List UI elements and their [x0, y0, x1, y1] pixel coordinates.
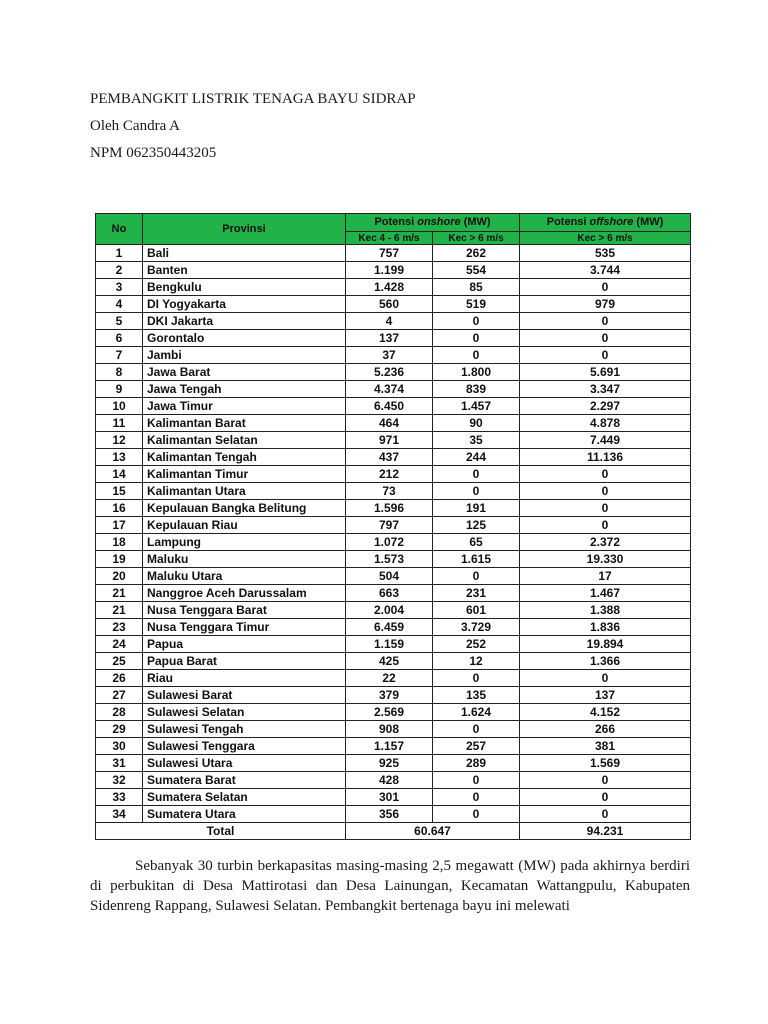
- row-provinsi: Gorontalo: [143, 330, 346, 347]
- row-offshore-gt6: 3.347: [520, 381, 691, 398]
- row-onshore-gt6: 85: [433, 279, 520, 296]
- row-offshore-gt6: 0: [520, 279, 691, 296]
- row-onshore-4-6: 2.569: [346, 704, 433, 721]
- table-row: [96, 551, 691, 568]
- row-provinsi: Lampung: [143, 534, 346, 551]
- row-no: 12: [96, 432, 143, 449]
- row-provinsi: Banten: [143, 262, 346, 279]
- wind-potential-table: [95, 213, 691, 840]
- table-row: [96, 670, 691, 687]
- table-row: [96, 806, 691, 823]
- row-onshore-gt6: 135: [433, 687, 520, 704]
- row-onshore-4-6: 757: [346, 245, 433, 262]
- row-no: 16: [96, 500, 143, 517]
- header-onshore: Potensi onshore (MW): [346, 214, 520, 232]
- row-no: 30: [96, 738, 143, 755]
- row-onshore-4-6: 5.236: [346, 364, 433, 381]
- row-no: 25: [96, 653, 143, 670]
- row-onshore-gt6: 262: [433, 245, 520, 262]
- row-no: 10: [96, 398, 143, 415]
- row-onshore-4-6: 6.459: [346, 619, 433, 636]
- table-row: [96, 432, 691, 449]
- row-onshore-gt6: 35: [433, 432, 520, 449]
- header-provinsi: Provinsi: [143, 214, 346, 245]
- row-onshore-4-6: 22: [346, 670, 433, 687]
- row-offshore-gt6: 1.569: [520, 755, 691, 772]
- row-provinsi: Sulawesi Utara: [143, 755, 346, 772]
- row-no: 17: [96, 517, 143, 534]
- row-no: 20: [96, 568, 143, 585]
- row-onshore-4-6: 4.374: [346, 381, 433, 398]
- row-onshore-4-6: 560: [346, 296, 433, 313]
- row-offshore-gt6: 1.836: [520, 619, 691, 636]
- row-no: 13: [96, 449, 143, 466]
- row-offshore-gt6: 7.449: [520, 432, 691, 449]
- row-onshore-4-6: 2.004: [346, 602, 433, 619]
- row-onshore-4-6: 1.199: [346, 262, 433, 279]
- row-offshore-gt6: 0: [520, 500, 691, 517]
- row-onshore-gt6: 252: [433, 636, 520, 653]
- row-provinsi: Nanggroe Aceh Darussalam: [143, 585, 346, 602]
- document-header: [90, 92, 416, 173]
- row-provinsi: Papua: [143, 636, 346, 653]
- row-offshore-gt6: 0: [520, 806, 691, 823]
- row-onshore-gt6: 0: [433, 789, 520, 806]
- row-offshore-gt6: 0: [520, 313, 691, 330]
- row-onshore-gt6: 1.457: [433, 398, 520, 415]
- row-offshore-gt6: 266: [520, 721, 691, 738]
- row-provinsi: Sumatera Selatan: [143, 789, 346, 806]
- table-row: [96, 568, 691, 585]
- table-row: [96, 500, 691, 517]
- row-offshore-gt6: 3.744: [520, 262, 691, 279]
- row-onshore-4-6: 73: [346, 483, 433, 500]
- row-offshore-gt6: 19.894: [520, 636, 691, 653]
- row-provinsi: Riau: [143, 670, 346, 687]
- row-no: 2: [96, 262, 143, 279]
- row-provinsi: Jambi: [143, 347, 346, 364]
- row-onshore-gt6: 12: [433, 653, 520, 670]
- row-onshore-4-6: 908: [346, 721, 433, 738]
- row-offshore-gt6: 11.136: [520, 449, 691, 466]
- row-onshore-gt6: 1.800: [433, 364, 520, 381]
- row-onshore-4-6: 971: [346, 432, 433, 449]
- row-offshore-gt6: 0: [520, 772, 691, 789]
- row-provinsi: Jawa Tengah: [143, 381, 346, 398]
- row-offshore-gt6: 1.366: [520, 653, 691, 670]
- row-no: 28: [96, 704, 143, 721]
- row-provinsi: Maluku: [143, 551, 346, 568]
- table-row: [96, 619, 691, 636]
- row-onshore-4-6: 797: [346, 517, 433, 534]
- table-row: [96, 364, 691, 381]
- table-row: [96, 449, 691, 466]
- row-onshore-gt6: 231: [433, 585, 520, 602]
- total-label: Total: [96, 823, 346, 840]
- row-provinsi: DI Yogyakarta: [143, 296, 346, 313]
- row-onshore-4-6: 925: [346, 755, 433, 772]
- row-no: 7: [96, 347, 143, 364]
- row-onshore-4-6: 1.596: [346, 500, 433, 517]
- row-no: 27: [96, 687, 143, 704]
- row-provinsi: Sumatera Utara: [143, 806, 346, 823]
- row-onshore-gt6: 0: [433, 466, 520, 483]
- header-kec-gt6-offshore: Kec > 6 m/s: [520, 232, 691, 245]
- row-onshore-4-6: 1.072: [346, 534, 433, 551]
- row-no: 34: [96, 806, 143, 823]
- row-no: 19: [96, 551, 143, 568]
- row-provinsi: Papua Barat: [143, 653, 346, 670]
- row-onshore-gt6: 90: [433, 415, 520, 432]
- table-row: [96, 381, 691, 398]
- row-no: 8: [96, 364, 143, 381]
- row-offshore-gt6: 535: [520, 245, 691, 262]
- table-row: [96, 721, 691, 738]
- row-provinsi: Bengkulu: [143, 279, 346, 296]
- row-offshore-gt6: 979: [520, 296, 691, 313]
- row-no: 21: [96, 585, 143, 602]
- table-row: [96, 585, 691, 602]
- npm-line: NPM 062350443205: [90, 145, 217, 161]
- document-title: PEMBANGKIT LISTRIK TENAGA BAYU SIDRAP: [90, 91, 416, 107]
- row-onshore-gt6: 601: [433, 602, 520, 619]
- table-row: [96, 313, 691, 330]
- table-row: [96, 636, 691, 653]
- row-no: 6: [96, 330, 143, 347]
- row-onshore-gt6: 0: [433, 330, 520, 347]
- row-offshore-gt6: 0: [520, 670, 691, 687]
- row-onshore-4-6: 4: [346, 313, 433, 330]
- row-no: 23: [96, 619, 143, 636]
- row-provinsi: Sulawesi Barat: [143, 687, 346, 704]
- row-onshore-gt6: 3.729: [433, 619, 520, 636]
- table-row: [96, 789, 691, 806]
- table-row: [96, 534, 691, 551]
- row-offshore-gt6: 0: [520, 483, 691, 500]
- row-onshore-4-6: 504: [346, 568, 433, 585]
- row-no: 24: [96, 636, 143, 653]
- row-provinsi: Sulawesi Tengah: [143, 721, 346, 738]
- row-provinsi: Sulawesi Tenggara: [143, 738, 346, 755]
- table-row: [96, 330, 691, 347]
- row-onshore-4-6: 1.428: [346, 279, 433, 296]
- row-offshore-gt6: 2.297: [520, 398, 691, 415]
- row-provinsi: Kalimantan Utara: [143, 483, 346, 500]
- row-provinsi: Jawa Timur: [143, 398, 346, 415]
- row-onshore-gt6: 0: [433, 347, 520, 364]
- row-onshore-gt6: 1.615: [433, 551, 520, 568]
- row-offshore-gt6: 381: [520, 738, 691, 755]
- total-row: [96, 823, 691, 840]
- row-provinsi: Nusa Tenggara Timur: [143, 619, 346, 636]
- table-row: [96, 755, 691, 772]
- row-onshore-gt6: 0: [433, 568, 520, 585]
- row-onshore-gt6: 0: [433, 483, 520, 500]
- row-onshore-4-6: 1.157: [346, 738, 433, 755]
- row-offshore-gt6: 4.152: [520, 704, 691, 721]
- table-row: [96, 296, 691, 313]
- row-onshore-4-6: 356: [346, 806, 433, 823]
- total-onshore: 60.647: [346, 823, 520, 840]
- row-no: 4: [96, 296, 143, 313]
- row-onshore-4-6: 663: [346, 585, 433, 602]
- row-onshore-gt6: 0: [433, 670, 520, 687]
- table-row: [96, 517, 691, 534]
- row-onshore-gt6: 839: [433, 381, 520, 398]
- row-offshore-gt6: 2.372: [520, 534, 691, 551]
- row-offshore-gt6: 5.691: [520, 364, 691, 381]
- total-offshore: 94.231: [520, 823, 691, 840]
- row-no: 3: [96, 279, 143, 296]
- row-provinsi: Sumatera Barat: [143, 772, 346, 789]
- row-offshore-gt6: 17: [520, 568, 691, 585]
- header-offshore: Potensi offshore (MW): [520, 214, 691, 232]
- table-body: [96, 245, 691, 823]
- row-onshore-4-6: 1.573: [346, 551, 433, 568]
- row-onshore-4-6: 428: [346, 772, 433, 789]
- row-no: 26: [96, 670, 143, 687]
- row-provinsi: Bali: [143, 245, 346, 262]
- row-provinsi: Kalimantan Selatan: [143, 432, 346, 449]
- row-no: 9: [96, 381, 143, 398]
- row-provinsi: Kalimantan Timur: [143, 466, 346, 483]
- row-no: 32: [96, 772, 143, 789]
- row-onshore-4-6: 1.159: [346, 636, 433, 653]
- row-offshore-gt6: 19.330: [520, 551, 691, 568]
- table-row: [96, 245, 691, 262]
- row-onshore-4-6: 301: [346, 789, 433, 806]
- header-kec-gt6-onshore: Kec > 6 m/s: [433, 232, 520, 245]
- row-no: 21: [96, 602, 143, 619]
- header-no: No: [96, 214, 143, 245]
- row-provinsi: Nusa Tenggara Barat: [143, 602, 346, 619]
- row-onshore-4-6: 464: [346, 415, 433, 432]
- row-no: 33: [96, 789, 143, 806]
- table-row: [96, 415, 691, 432]
- row-offshore-gt6: 1.388: [520, 602, 691, 619]
- row-no: 29: [96, 721, 143, 738]
- row-onshore-4-6: 137: [346, 330, 433, 347]
- row-offshore-gt6: 1.467: [520, 585, 691, 602]
- table-row: [96, 704, 691, 721]
- header-kec-4-6: Kec 4 - 6 m/s: [346, 232, 433, 245]
- table-row: [96, 772, 691, 789]
- author-line: Oleh Candra A: [90, 118, 180, 134]
- row-onshore-gt6: 257: [433, 738, 520, 755]
- table-row: [96, 687, 691, 704]
- row-no: 15: [96, 483, 143, 500]
- table-row: [96, 483, 691, 500]
- table-row: [96, 279, 691, 296]
- row-onshore-gt6: 65: [433, 534, 520, 551]
- row-onshore-gt6: 289: [433, 755, 520, 772]
- row-onshore-4-6: 212: [346, 466, 433, 483]
- row-onshore-4-6: 6.450: [346, 398, 433, 415]
- row-offshore-gt6: 0: [520, 330, 691, 347]
- row-onshore-gt6: 191: [433, 500, 520, 517]
- row-provinsi: Maluku Utara: [143, 568, 346, 585]
- row-onshore-4-6: 437: [346, 449, 433, 466]
- row-provinsi: Kepulauan Riau: [143, 517, 346, 534]
- row-onshore-4-6: 37: [346, 347, 433, 364]
- row-provinsi: Kepulauan Bangka Belitung: [143, 500, 346, 517]
- row-onshore-gt6: 0: [433, 806, 520, 823]
- row-offshore-gt6: 0: [520, 466, 691, 483]
- row-onshore-gt6: 1.624: [433, 704, 520, 721]
- row-onshore-gt6: 519: [433, 296, 520, 313]
- row-onshore-gt6: 0: [433, 721, 520, 738]
- row-no: 11: [96, 415, 143, 432]
- row-onshore-gt6: 554: [433, 262, 520, 279]
- row-offshore-gt6: 4.878: [520, 415, 691, 432]
- row-onshore-4-6: 379: [346, 687, 433, 704]
- row-provinsi: DKI Jakarta: [143, 313, 346, 330]
- row-no: 5: [96, 313, 143, 330]
- row-no: 14: [96, 466, 143, 483]
- table-row: [96, 398, 691, 415]
- table-row: [96, 738, 691, 755]
- table-row: [96, 347, 691, 364]
- row-offshore-gt6: 0: [520, 517, 691, 534]
- table-row: [96, 602, 691, 619]
- row-provinsi: Sulawesi Selatan: [143, 704, 346, 721]
- row-onshore-gt6: 0: [433, 772, 520, 789]
- row-provinsi: Jawa Barat: [143, 364, 346, 381]
- row-offshore-gt6: 0: [520, 789, 691, 806]
- row-offshore-gt6: 137: [520, 687, 691, 704]
- row-onshore-gt6: 125: [433, 517, 520, 534]
- row-provinsi: Kalimantan Tengah: [143, 449, 346, 466]
- table-row: [96, 653, 691, 670]
- row-onshore-4-6: 425: [346, 653, 433, 670]
- body-paragraph: Sebanyak 30 turbin berkapasitas masing-masing 2,5 megawatt (MW) pada akhirnya berdiri di perbukitan di Desa Mattirotasi dan Desa Lainungan, Kecamatan Wattangpulu, Kabupaten Sidenreng Rappang, Sulawesi Selatan. Pembangkit bertenaga bayu ini melewati: [90, 858, 690, 914]
- row-offshore-gt6: 0: [520, 347, 691, 364]
- row-onshore-gt6: 0: [433, 313, 520, 330]
- table-row: [96, 262, 691, 279]
- row-no: 1: [96, 245, 143, 262]
- row-onshore-gt6: 244: [433, 449, 520, 466]
- row-no: 18: [96, 534, 143, 551]
- row-no: 31: [96, 755, 143, 772]
- table-row: [96, 466, 691, 483]
- row-provinsi: Kalimantan Barat: [143, 415, 346, 432]
